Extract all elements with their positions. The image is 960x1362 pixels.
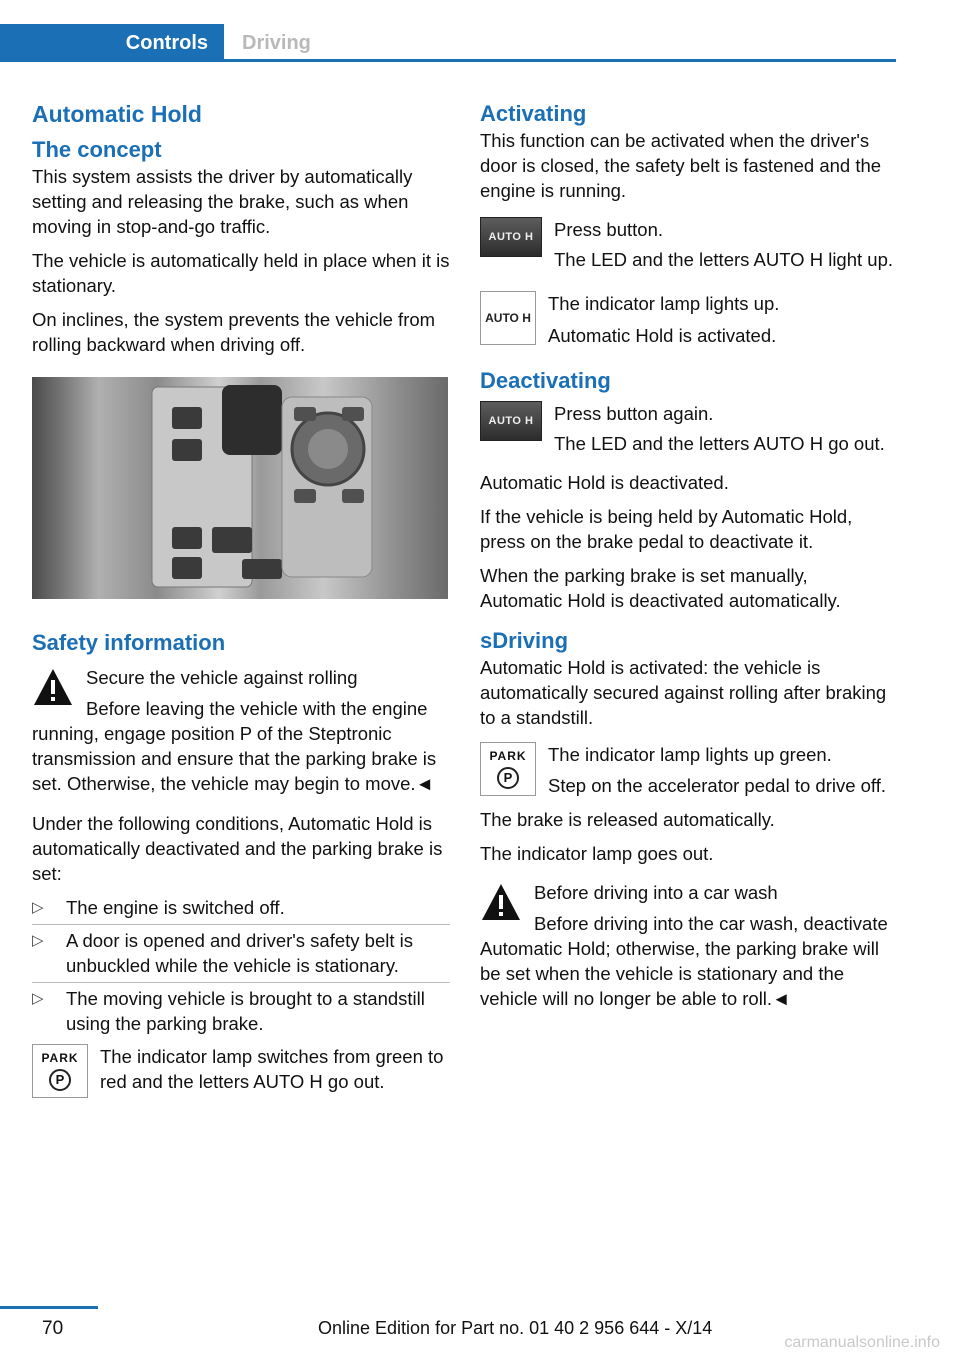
bullet-triangle-icon: ▷ (32, 932, 44, 949)
bullet-triangle-icon: ▷ (32, 990, 44, 1007)
center-console-photo (32, 377, 448, 599)
held-paragraph: If the vehicle is being held by Automatic Hold, press on the brake pedal to deactivate it. (480, 506, 853, 552)
right-column (480, 100, 894, 1020)
brake-released-text: The brake is released automatically. (480, 809, 775, 830)
park-indicator-icon: PARK P (480, 742, 536, 796)
warning-car-wash (480, 880, 894, 1011)
warning-body: Before leaving the vehicle with the engine running, engage position P of the Steptronic transmission and ensure that the parking brake is set. Otherwise, the vehicle may begin to move.◄ (32, 698, 437, 794)
activating-paragraph: This function can be activated when the driver's door is closed, the safety belt is fastened and the engine is running. (480, 130, 882, 201)
list-item: ▷ The engine is switched off. (32, 895, 450, 920)
press-again-block (480, 401, 894, 470)
bullet-triangle-icon: ▷ (32, 899, 44, 916)
sdriving-heading: sDriving (480, 628, 569, 653)
car-wash-title: Before driving into a car wash (534, 882, 778, 903)
concept-heading: The concept (32, 137, 162, 162)
conditions-list (32, 895, 450, 1036)
list-item: ▷ The moving vehicle is brought to a standstill using the parking brake. (32, 988, 425, 1034)
step-accelerator-text: Step on the accelerator pedal to drive off. (548, 775, 887, 796)
led-off-text: The LED and the letters AUTO H go out. (554, 433, 885, 454)
concept-paragraph-1: This system assists the driver by automatically setting and releasing the brake, such as when moving in stop-and-go traffic. (32, 166, 413, 237)
park-indicator-icon: PARK P (32, 1044, 88, 1098)
warning-triangle-icon (480, 882, 522, 922)
green-lamp-block (480, 742, 894, 807)
page-number-rule (0, 1306, 98, 1309)
list-item: ▷ A door is opened and driver's safety belt is unbuckled while the vehicle is stationary. (32, 928, 450, 978)
safety-heading: Safety information (32, 630, 226, 655)
conditions-intro: Under the following conditions, Automatic Hold is automatically deactivated and the parking brake is set: (32, 813, 443, 884)
header-rule (0, 59, 896, 62)
tab-driving[interactable]: Driving (242, 32, 311, 54)
car-wash-body: Before driving into the car wash, deactivate Automatic Hold; otherwise, the parking brake will be set when the vehicle is stationary and the vehicle will no longer be able to roll.◄ (480, 913, 888, 1009)
section-title: Automatic Hold (32, 101, 202, 127)
activating-heading: Activating (480, 101, 587, 126)
press-button-text: Press button. (554, 219, 664, 240)
deactivating-heading: Deactivating (480, 368, 611, 393)
tab-controls[interactable]: Controls (0, 24, 224, 62)
deactivated-text: Automatic Hold is deactivated. (480, 472, 729, 493)
warning-triangle-icon (32, 667, 74, 707)
console-illustration (32, 377, 448, 599)
page-number: 70 (42, 1318, 64, 1339)
indicator-on-text: The indicator lamp lights up. (548, 293, 780, 314)
warning-rolling (32, 665, 450, 796)
warning-title: Secure the vehicle against rolling (86, 667, 358, 688)
sdriving-paragraph: Automatic Hold is activated: the vehicle is automatically secured against rolling after braking to a standstill. (480, 657, 887, 728)
auto-h-button-icon: AUTO H (480, 217, 542, 257)
press-button-block (480, 217, 894, 281)
left-column (32, 100, 450, 1103)
manual-paragraph: When the parking brake is set manually, Automatic Hold is deactivated automatically. (480, 565, 841, 611)
watermark: carmanualsonline.info (784, 1334, 940, 1351)
led-on-text: The LED and the letters AUTO H light up. (554, 249, 893, 270)
auto-h-indicator-icon: AUTO H (480, 291, 536, 345)
auto-h-button-icon: AUTO H (480, 401, 542, 441)
press-again-text: Press button again. (554, 403, 714, 424)
indicator-on-block (480, 291, 894, 357)
concept-paragraph-3: On inclines, the system prevents the vehicle from rolling backward when driving off. (32, 309, 436, 355)
park-indicator-block (32, 1044, 450, 1103)
lamp-out-text: The indicator lamp goes out. (480, 843, 714, 864)
edition-footer: Online Edition for Part no. 01 40 2 956 644 - X/14 (318, 1318, 713, 1338)
activated-text: Automatic Hold is activated. (548, 325, 777, 346)
concept-paragraph-2: The vehicle is automatically held in place when it is stationary. (32, 250, 450, 296)
green-lamp-text: The indicator lamp lights up green. (548, 744, 832, 765)
park-indicator-text: The indicator lamp switches from green to red and the letters AUTO H go out. (100, 1046, 444, 1092)
page-header (0, 24, 896, 62)
